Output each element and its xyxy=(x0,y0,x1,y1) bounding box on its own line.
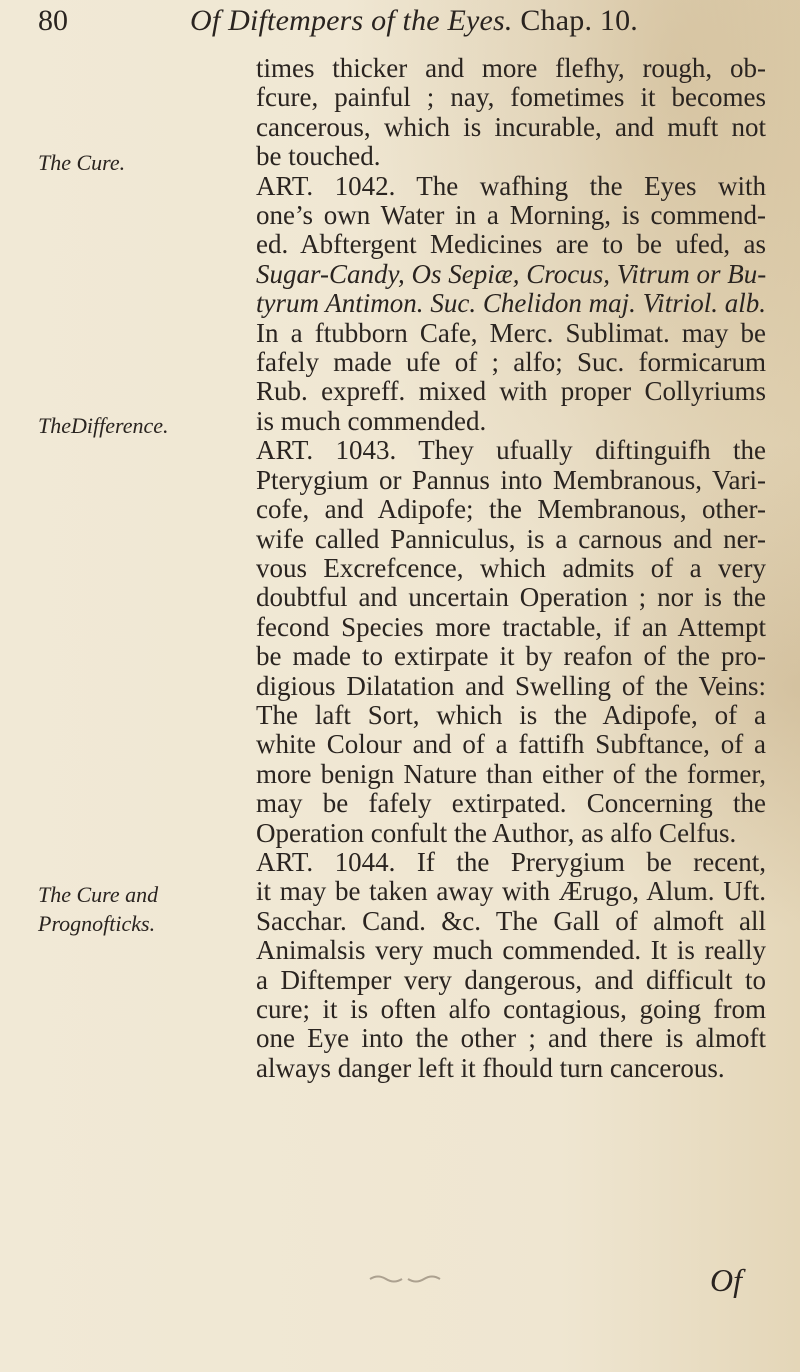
text-line: one’s own Water in a Morning, is commend- xyxy=(256,200,766,231)
text-line: The laft Sort, which is the Adipofe, of a xyxy=(256,699,766,730)
text-line: is much commended. xyxy=(256,405,487,436)
text-line: ART. 1043. They ufually diftinguifh the xyxy=(256,435,766,466)
text-line: Sacchar. Cand. &c. The Gall of almoft all xyxy=(256,905,766,936)
text-line: fecond Species more tractable, if an Attempt xyxy=(256,611,766,642)
running-head xyxy=(190,4,638,38)
text-line: Rub. expreff. mixed with proper Collyriums xyxy=(256,376,766,407)
text-line: may be fafely extirpated. Concerning the xyxy=(256,788,766,819)
text-line: tyrum Antimon. Suc. Chelidon maj. Vitriol. alb. xyxy=(256,288,766,319)
running-title: Of Diftempers of the Eyes. xyxy=(190,4,513,37)
text-line: Animalsis very much commended. It is really xyxy=(256,935,766,966)
body-text xyxy=(256,54,766,1083)
page-number: 80 xyxy=(38,4,68,37)
text-line: cure; it is often alfo contagious, going from xyxy=(256,994,766,1024)
paragraph xyxy=(256,54,766,172)
text-line: digious Dilatation and Swelling of the Veins: xyxy=(256,670,766,701)
text-line: it may be taken away with Ærugo, Alum. Uft. xyxy=(256,876,766,907)
text-line: fcure, painful ; nay, fometimes it becomes xyxy=(256,82,766,113)
text-line: doubtful and uncertain Operation ; nor is the xyxy=(256,582,766,613)
text-line: one Eye into the other ; and there is almoft xyxy=(256,1023,766,1054)
printer-ornament-icon xyxy=(368,1272,448,1286)
text-line: wife called Panniculus, is a carnous and ner- xyxy=(256,523,766,554)
text-line: Sugar-Candy, Os Sepiæ, Crocus, Vitrum or Bu- xyxy=(256,258,767,289)
text-line: cancerous, which is incurable, and muft not xyxy=(256,111,766,142)
text-line: ART. 1042. The wafhing the Eyes with xyxy=(256,170,766,201)
text-line: vous Excrefcence, which admits of a very xyxy=(256,552,766,583)
text-line: Pterygium or Pannus into Membranous, Vari- xyxy=(256,464,766,495)
text-line: a Diftemper very dangerous, and difficult to xyxy=(256,964,766,995)
text-line: be touched. xyxy=(256,141,381,172)
text-line: In a ftubborn Cafe, Merc. Sublimat. may be xyxy=(256,317,766,348)
text-line: white Colour and of a fattifh Subftance, of a xyxy=(256,729,766,760)
text-line: more benign Nature than either of the former, xyxy=(256,758,766,789)
text-line: be made to extirpate it by reafon of the pro- xyxy=(256,641,766,672)
text-line: times thicker and more flefhy, rough, ob- xyxy=(256,53,766,83)
text-line: ed. Abftergent Medicines are to be ufed, as xyxy=(256,229,766,260)
paragraph-art-1044 xyxy=(256,848,766,1083)
margin-note-difference: TheDifference. xyxy=(38,413,169,438)
paragraph-art-1042 xyxy=(256,172,766,437)
catchword: Of xyxy=(710,1262,742,1298)
text-line: ART. 1044. If the Prerygium be recent, xyxy=(256,846,766,877)
text-line: Operation confult the Author, as alfo Celfus. xyxy=(256,817,737,848)
margin-note-cure: The Cure. xyxy=(38,150,126,175)
margin-note-cure-and: The Cure and xyxy=(38,882,159,907)
chapter-label: Chap. 10. xyxy=(520,4,638,37)
paragraph-art-1043 xyxy=(256,436,766,848)
text-line: always danger left it fhould turn cancerous. xyxy=(256,1052,725,1083)
text-line: cofe, and Adipofe; the Membranous, other- xyxy=(256,494,766,525)
text-line: fafely made ufe of ; alfo; Suc. formicarum xyxy=(256,347,766,378)
margin-note-prognosticks: Prognofticks. xyxy=(38,911,156,936)
